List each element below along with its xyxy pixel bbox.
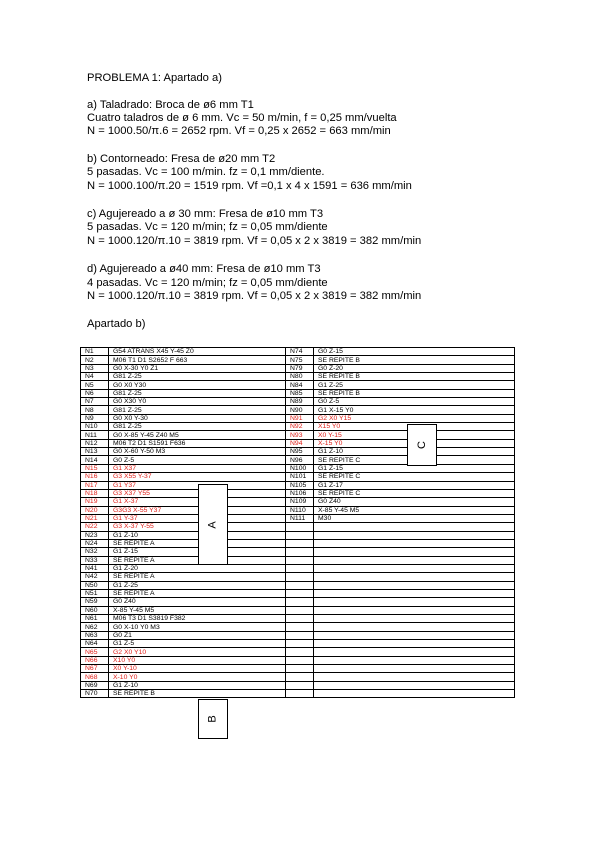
table-row: [81, 589, 515, 597]
code-cell: G81 Z-25: [109, 406, 286, 414]
line-number-cell: N8: [81, 406, 109, 414]
code-cell: [314, 673, 515, 681]
line-number-cell: [286, 648, 314, 656]
line-number-cell: [286, 681, 314, 689]
table-row: [81, 623, 515, 631]
code-cell: G0 X-85 Y-45 Z40 M5: [109, 431, 286, 439]
line-number-cell: [286, 656, 314, 664]
code-cell: G0 X-60 Y-50 M3: [109, 448, 286, 456]
text-line: 5 pasadas. Vc = 100 m/min. fz = 0,1 mm/diente.: [87, 166, 325, 178]
code-cell: G2 X0 Y15: [314, 414, 515, 422]
table-row: [81, 598, 515, 606]
table-row: [81, 398, 515, 406]
code-cell: M30: [314, 514, 515, 522]
line-number-cell: N68: [81, 673, 109, 681]
table-row: [81, 531, 515, 539]
code-cell: G1 Z-17: [314, 481, 515, 489]
line-number-cell: N63: [81, 631, 109, 639]
heading-problema: PROBLEMA 1: Apartado a): [87, 72, 222, 84]
code-cell: G1 Z-25: [314, 381, 515, 389]
line-number-cell: N66: [81, 656, 109, 664]
line-number-cell: N109: [286, 498, 314, 506]
block-label-c: [407, 424, 437, 466]
line-number-cell: N50: [81, 581, 109, 589]
table-row: [81, 581, 515, 589]
code-cell: [314, 623, 515, 631]
table-row: [81, 473, 515, 481]
code-cell: G1 Z-10: [109, 681, 286, 689]
table-row: [81, 681, 515, 689]
code-cell: SE REPITE B: [314, 373, 515, 381]
line-number-cell: N14: [81, 456, 109, 464]
line-number-cell: [286, 640, 314, 648]
line-number-cell: N111: [286, 514, 314, 522]
text-line: N = 1000.120/π.10 = 3819 rpm. Vf = 0,05 x 2 x 3819 = 382 mm/min: [87, 235, 422, 247]
table-row: [81, 448, 515, 456]
line-number-cell: N24: [81, 539, 109, 547]
code-cell: X0 Y-15: [314, 431, 515, 439]
code-cell: G1 Y-37: [109, 514, 286, 522]
table-row: [81, 381, 515, 389]
code-cell: G1 Z-15: [314, 464, 515, 472]
code-cell: G0 Z40: [109, 598, 286, 606]
line-number-cell: N5: [81, 381, 109, 389]
code-cell: [314, 548, 515, 556]
code-cell: G0 X0 Y-30: [109, 414, 286, 422]
line-number-cell: [286, 615, 314, 623]
line-number-cell: [286, 556, 314, 564]
table-row: [81, 464, 515, 472]
line-number-cell: N106: [286, 489, 314, 497]
line-number-cell: N105: [286, 481, 314, 489]
code-cell: G3 X37 Y55: [109, 489, 286, 497]
code-cell: [314, 539, 515, 547]
code-cell: G0 X0 Y30: [109, 381, 286, 389]
code-cell: [314, 690, 515, 698]
table-row: [81, 356, 515, 364]
table-row: [81, 690, 515, 698]
code-cell: SE REPITE B: [314, 389, 515, 397]
code-cell: X-85 Y-45 M5: [314, 506, 515, 514]
code-cell: G0 Z-20: [314, 364, 515, 372]
table-row: [81, 548, 515, 556]
code-cell: G0 X-30 Y0 Z1: [109, 364, 286, 372]
table-row: [81, 631, 515, 639]
line-number-cell: N41: [81, 564, 109, 572]
text-line: b) Contorneado: Fresa de ø20 mm T2: [87, 153, 276, 165]
code-cell: G81 Z-25: [109, 423, 286, 431]
code-cell: G1 Y37: [109, 481, 286, 489]
table-row: [81, 673, 515, 681]
code-cell: G1 X-15 Y0: [314, 406, 515, 414]
code-cell: G0 Z-5: [314, 398, 515, 406]
line-number-cell: N84: [286, 381, 314, 389]
block-label-b-text: B: [207, 715, 219, 723]
code-cell: [314, 556, 515, 564]
code-cell: G54 ATRANS X45 Y-45 Z0: [109, 348, 286, 356]
code-cell: G0 X30 Y0: [109, 398, 286, 406]
table-row: [81, 656, 515, 664]
code-cell: [314, 531, 515, 539]
line-number-cell: N74: [286, 348, 314, 356]
line-number-cell: N92: [286, 423, 314, 431]
code-cell: G0 Z40: [314, 498, 515, 506]
line-number-cell: N17: [81, 481, 109, 489]
line-number-cell: N75: [286, 356, 314, 364]
table-row: [81, 615, 515, 623]
code-cell: [314, 656, 515, 664]
line-number-cell: N90: [286, 406, 314, 414]
code-cell: G3 X55 Y-37: [109, 473, 286, 481]
table-row: [81, 506, 515, 514]
code-cell: M06 T3 D1 S3819 F382: [109, 615, 286, 623]
line-number-cell: N16: [81, 473, 109, 481]
text-line: d) Agujereado a ø40 mm: Fresa de ø10 mm T3: [87, 263, 321, 275]
text-line: c) Agujereado a ø 30 mm: Fresa de ø10 mm T3: [87, 208, 324, 220]
line-number-cell: [286, 581, 314, 589]
line-number-cell: N18: [81, 489, 109, 497]
block-label-a: [198, 484, 228, 565]
table-row: [81, 439, 515, 447]
line-number-cell: N96: [286, 456, 314, 464]
code-cell: SE REPITE A: [109, 539, 286, 547]
code-cell: X-10 Y0: [109, 673, 286, 681]
code-cell: [314, 615, 515, 623]
line-number-cell: [286, 523, 314, 531]
code-cell: G1 Z-25: [109, 581, 286, 589]
table-row: [81, 573, 515, 581]
code-cell: G2 X0 Y10: [109, 648, 286, 656]
code-cell: [314, 681, 515, 689]
code-cell: G1 X37: [109, 464, 286, 472]
line-number-cell: N79: [286, 364, 314, 372]
code-cell: [314, 598, 515, 606]
code-cell: M06 T1 D1 S2652 F 663: [109, 356, 286, 364]
line-number-cell: N91: [286, 414, 314, 422]
line-number-cell: N1: [81, 348, 109, 356]
line-number-cell: N33: [81, 556, 109, 564]
code-cell: X15 Y0: [314, 423, 515, 431]
code-cell: G0 Z-15: [314, 348, 515, 356]
line-number-cell: N110: [286, 506, 314, 514]
code-cell: G1 Z-10: [314, 448, 515, 456]
table-row: [81, 498, 515, 506]
line-number-cell: N70: [81, 690, 109, 698]
code-cell: [314, 573, 515, 581]
code-cell: [314, 581, 515, 589]
code-cell: X10 Y0: [109, 656, 286, 664]
code-cell: G1 X-37: [109, 498, 286, 506]
code-cell: G81 Z-25: [109, 389, 286, 397]
text-line: N = 1000.120/π.10 = 3819 rpm. Vf = 0,05 x 2 x 3819 = 382 mm/min: [87, 290, 422, 302]
line-number-cell: N60: [81, 606, 109, 614]
block-label-a-text: A: [207, 520, 219, 529]
line-number-cell: N42: [81, 573, 109, 581]
code-cell: G3G3 X-55 Y37: [109, 506, 286, 514]
line-number-cell: N80: [286, 373, 314, 381]
code-cell: SE REPITE A: [109, 589, 286, 597]
table-row: [81, 373, 515, 381]
line-number-cell: [286, 673, 314, 681]
table-row: [81, 431, 515, 439]
code-cell: [314, 631, 515, 639]
line-number-cell: N93: [286, 431, 314, 439]
table-row: [81, 456, 515, 464]
table-row: [81, 523, 515, 531]
line-number-cell: [286, 548, 314, 556]
line-number-cell: N51: [81, 589, 109, 597]
line-number-cell: N6: [81, 389, 109, 397]
code-cell: [314, 564, 515, 572]
table-row: [81, 481, 515, 489]
code-cell: M06 T2 D1 S1591 F636: [109, 439, 286, 447]
line-number-cell: [286, 539, 314, 547]
line-number-cell: N15: [81, 464, 109, 472]
line-number-cell: N13: [81, 448, 109, 456]
line-number-cell: [286, 589, 314, 597]
text-line: N = 1000.50/π.6 = 2652 rpm. Vf = 0,25 x 2652 = 663 mm/min: [87, 125, 391, 137]
code-cell: SE REPITE C: [314, 456, 515, 464]
line-number-cell: [286, 564, 314, 572]
table-row: [81, 514, 515, 522]
text-line: N = 1000.100/π.20 = 1519 rpm. Vf =0,1 x 4 x 1591 = 636 mm/min: [87, 180, 412, 192]
line-number-cell: N69: [81, 681, 109, 689]
line-number-cell: N4: [81, 373, 109, 381]
code-cell: SE REPITE A: [109, 556, 286, 564]
table-row: [81, 423, 515, 431]
table-row: [81, 539, 515, 547]
text-line: a) Taladrado: Broca de ø6 mm T1: [87, 99, 254, 111]
line-number-cell: N61: [81, 615, 109, 623]
table-row: [81, 556, 515, 564]
code-cell: [314, 648, 515, 656]
line-number-cell: [286, 606, 314, 614]
code-cell: G1 Z-10: [109, 531, 286, 539]
text-line: 4 pasadas. Vc = 120 m/min; fz = 0,05 mm/diente: [87, 277, 328, 289]
table-row: [81, 364, 515, 372]
text-line: 5 pasadas. Vc = 120 m/min; fz = 0,05 mm/diente: [87, 221, 328, 233]
code-cell: [314, 589, 515, 597]
text-line: Cuatro taladros de ø 6 mm. Vc = 50 m/min, f = 0,25 mm/vuelta: [87, 112, 397, 124]
code-cell: [314, 606, 515, 614]
code-cell: SE REPITE A: [109, 573, 286, 581]
table-row: [81, 606, 515, 614]
table-row: [81, 489, 515, 497]
line-number-cell: N101: [286, 473, 314, 481]
code-cell: [314, 640, 515, 648]
table-row: [81, 389, 515, 397]
code-cell: G0 Z1: [109, 631, 286, 639]
line-number-cell: N62: [81, 623, 109, 631]
line-number-cell: N23: [81, 531, 109, 539]
code-cell: [314, 523, 515, 531]
line-number-cell: N3: [81, 364, 109, 372]
table-row: [81, 564, 515, 572]
table-row: [81, 414, 515, 422]
code-cell: [314, 665, 515, 673]
line-number-cell: N94: [286, 439, 314, 447]
table-row: [81, 665, 515, 673]
line-number-cell: N89: [286, 398, 314, 406]
line-number-cell: N20: [81, 506, 109, 514]
line-number-cell: N12: [81, 439, 109, 447]
line-number-cell: N10: [81, 423, 109, 431]
code-cell: SE REPITE B: [109, 690, 286, 698]
line-number-cell: [286, 631, 314, 639]
cnc-program-body: [81, 348, 515, 698]
code-cell: X-15 Y0: [314, 439, 515, 447]
line-number-cell: N2: [81, 356, 109, 364]
line-number-cell: [286, 573, 314, 581]
line-number-cell: N19: [81, 498, 109, 506]
block-label-c-text: C: [415, 441, 428, 449]
code-cell: SE REPITE C: [314, 489, 515, 497]
line-number-cell: N85: [286, 389, 314, 397]
line-number-cell: N95: [286, 448, 314, 456]
code-cell: G1 Z-20: [109, 564, 286, 572]
line-number-cell: N65: [81, 648, 109, 656]
table-row: [81, 648, 515, 656]
code-cell: SE REPITE C: [314, 473, 515, 481]
line-number-cell: [286, 665, 314, 673]
table-row: [81, 406, 515, 414]
code-cell: G1 Z-5: [109, 640, 286, 648]
table-row: [81, 348, 515, 356]
code-cell: G81 Z-25: [109, 373, 286, 381]
code-cell: G1 Z-15: [109, 548, 286, 556]
line-number-cell: N7: [81, 398, 109, 406]
code-cell: G0 X-10 Y0 M3: [109, 623, 286, 631]
line-number-cell: [286, 598, 314, 606]
code-cell: G3 X-37 Y-55: [109, 523, 286, 531]
code-cell: SE REPITE B: [314, 356, 515, 364]
block-label-b: [198, 699, 228, 739]
line-number-cell: [286, 690, 314, 698]
line-number-cell: [286, 623, 314, 631]
line-number-cell: N22: [81, 523, 109, 531]
line-number-cell: N9: [81, 414, 109, 422]
line-number-cell: N64: [81, 640, 109, 648]
heading-apartado-b: Apartado b): [87, 318, 146, 330]
line-number-cell: N11: [81, 431, 109, 439]
code-cell: G0 Z-5: [109, 456, 286, 464]
line-number-cell: N59: [81, 598, 109, 606]
code-cell: X0 Y-10: [109, 665, 286, 673]
line-number-cell: N21: [81, 514, 109, 522]
code-cell: X-85 Y-45 M5: [109, 606, 286, 614]
cnc-program-table: [80, 347, 515, 698]
table-row: [81, 640, 515, 648]
line-number-cell: [286, 531, 314, 539]
line-number-cell: N32: [81, 548, 109, 556]
line-number-cell: N67: [81, 665, 109, 673]
line-number-cell: N100: [286, 464, 314, 472]
